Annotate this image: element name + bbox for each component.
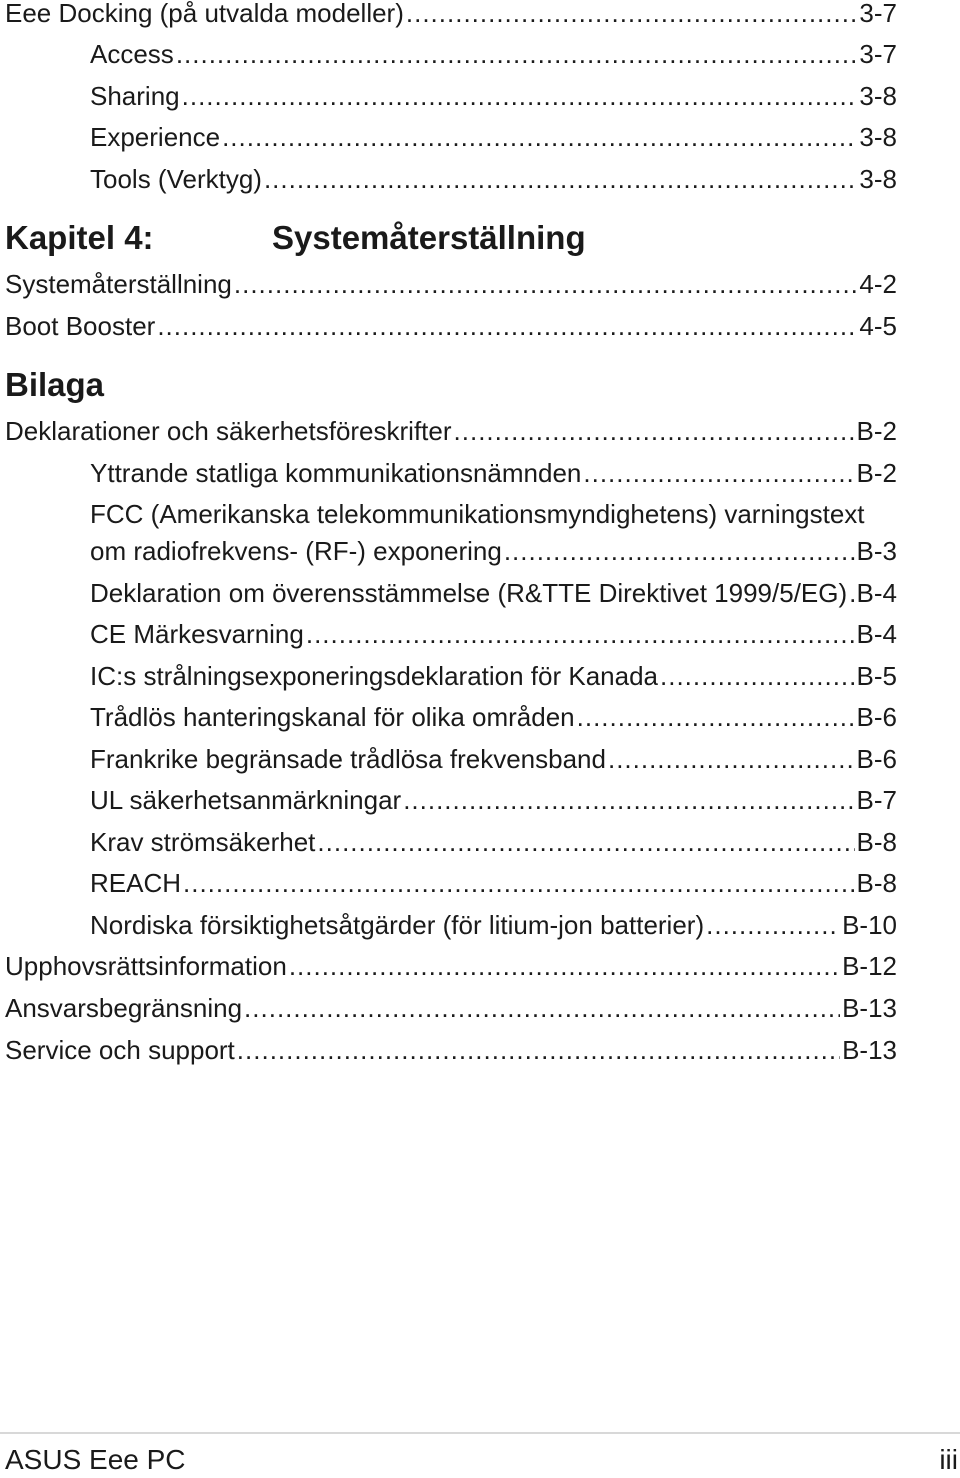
toc-entry-title: Deklarationer och säkerhetsföreskrifter xyxy=(5,416,452,446)
toc-entry-declarations[interactable] xyxy=(5,414,897,448)
toc-entry-page: 3-7 xyxy=(859,0,897,28)
toc-entry-title: Systemåterställning xyxy=(5,269,232,299)
toc-entry-access[interactable] xyxy=(90,37,897,71)
dot-leader xyxy=(244,991,840,1025)
toc-entry-rtte[interactable] xyxy=(90,576,897,610)
dot-leader xyxy=(504,534,855,568)
toc-entry-page: B-2 xyxy=(856,416,897,446)
toc-entry-nordic[interactable] xyxy=(90,908,897,942)
toc-entry-title: Service och support xyxy=(5,1035,235,1065)
dot-leader xyxy=(577,700,855,734)
toc-entry-power[interactable] xyxy=(90,825,897,859)
dot-leader xyxy=(660,659,855,693)
toc-entry-page: B-13 xyxy=(842,1035,897,1065)
toc-entry-title: Krav strömsäkerhet xyxy=(90,827,316,857)
dot-leader xyxy=(222,120,857,154)
toc-entry-page: B-4 xyxy=(856,619,897,649)
appendix-heading: Bilaga xyxy=(5,366,105,403)
toc-entry-ce[interactable] xyxy=(90,617,897,651)
dot-leader xyxy=(403,783,854,817)
toc-entry-ul[interactable] xyxy=(90,783,897,817)
toc-entry-eee-docking[interactable] xyxy=(5,0,897,30)
toc-entry-title: Trådlös hanteringskanal för olika områden xyxy=(90,702,575,732)
toc-entry-title: Experience xyxy=(90,122,221,152)
toc-entry-page: 3-8 xyxy=(859,164,897,194)
toc-entry-title: Boot Booster xyxy=(5,311,156,341)
dot-leader xyxy=(237,1033,840,1067)
toc-entry-page: B-10 xyxy=(842,910,897,940)
toc-entry-title: Frankrike begränsade trådlösa frekvensband xyxy=(90,744,606,774)
toc-entry-page: 3-8 xyxy=(859,81,897,111)
toc-entry-experience[interactable] xyxy=(90,120,897,154)
dot-leader xyxy=(849,576,854,610)
toc-entry-title: Deklaration om överensstämmelse (R&TTE Direktivet 1999/5/EG) xyxy=(90,578,848,608)
chapter-label: Kapitel 4: xyxy=(5,219,154,256)
toc-entry-page: B-5 xyxy=(856,661,897,691)
toc-entry-title: Sharing xyxy=(90,81,180,111)
toc-entry-page: 3-8 xyxy=(859,122,897,152)
toc-entry-title: CE Märkesvarning xyxy=(90,619,304,649)
dot-leader xyxy=(306,617,855,651)
toc-entry-title: Tools (Verktyg) xyxy=(90,164,262,194)
toc-entry-bootbooster[interactable] xyxy=(5,309,897,343)
dot-leader xyxy=(454,414,855,448)
dot-leader xyxy=(157,309,857,343)
dot-leader xyxy=(406,0,858,30)
toc-entry-copyright[interactable] xyxy=(5,949,897,983)
footer-product-name: ASUS Eee PC xyxy=(5,1444,186,1475)
dot-leader xyxy=(183,866,855,900)
toc-entry-reach[interactable] xyxy=(90,866,897,900)
toc-entry-page: B-8 xyxy=(856,827,897,857)
toc-entry-title: Yttrande statliga kommunikationsnämnden xyxy=(90,458,582,488)
toc-entry-fcc-warning-line1[interactable]: FCC (Amerikanska telekommunikationsmyndighetens) varningstext xyxy=(90,499,865,529)
toc-entry-title: IC:s strålningsexponeringsdeklaration för Kanada xyxy=(90,661,659,691)
dot-leader xyxy=(583,456,854,490)
dot-leader xyxy=(234,267,858,301)
dot-leader xyxy=(317,825,854,859)
toc-entry-wireless-channel[interactable] xyxy=(90,700,897,734)
toc-entry-page: 4-5 xyxy=(859,311,897,341)
toc-entry-page: B-6 xyxy=(856,702,897,732)
toc-entry-page: B-8 xyxy=(856,868,897,898)
toc-entry-page: B-7 xyxy=(856,785,897,815)
toc-entry-title: Ansvarsbegränsning xyxy=(5,993,243,1023)
toc-entry-liability[interactable] xyxy=(5,991,897,1025)
toc-entry-page: 4-2 xyxy=(859,269,897,299)
toc-entry-sharing[interactable] xyxy=(90,79,897,113)
toc-entry-france[interactable] xyxy=(90,742,897,776)
toc-entry-fcc-warning[interactable] xyxy=(90,534,897,568)
footer-page-number: iii xyxy=(939,1444,958,1475)
toc-entry-title: REACH xyxy=(90,868,182,898)
footer-divider xyxy=(0,1432,960,1434)
dot-leader xyxy=(289,949,840,983)
toc-entry-fcc-statement[interactable] xyxy=(90,456,897,490)
dot-leader xyxy=(608,742,855,776)
dot-leader xyxy=(182,79,858,113)
toc-entry-page: B-3 xyxy=(856,536,897,566)
toc-entry-systemrestore[interactable] xyxy=(5,267,897,301)
toc-entry-page: B-6 xyxy=(856,744,897,774)
toc-entry-tools[interactable] xyxy=(90,162,897,196)
toc-entry-page: 3-7 xyxy=(859,39,897,69)
dot-leader xyxy=(264,162,857,196)
toc-entry-ic[interactable] xyxy=(90,659,897,693)
toc-entry-title: Upphovsrättsinformation xyxy=(5,951,287,981)
toc-entry-title: Eee Docking (på utvalda modeller) xyxy=(5,0,404,28)
chapter-title: Systemåterställning xyxy=(272,219,586,256)
toc-entry-page: B-2 xyxy=(856,458,897,488)
dot-leader xyxy=(176,37,858,71)
toc-entry-page: B-13 xyxy=(842,993,897,1023)
toc-entry-title: om radiofrekvens- (RF-) exponering xyxy=(90,536,502,566)
toc-entry-service[interactable] xyxy=(5,1033,897,1067)
dot-leader xyxy=(706,908,840,942)
toc-entry-page: B-12 xyxy=(842,951,897,981)
toc-entry-title: UL säkerhetsanmärkningar xyxy=(90,785,402,815)
toc-entry-page: B-4 xyxy=(856,578,897,608)
toc-entry-title: Nordiska försiktighetsåtgärder (för litium-jon batterier) xyxy=(90,910,705,940)
toc-entry-title: Access xyxy=(90,39,174,69)
